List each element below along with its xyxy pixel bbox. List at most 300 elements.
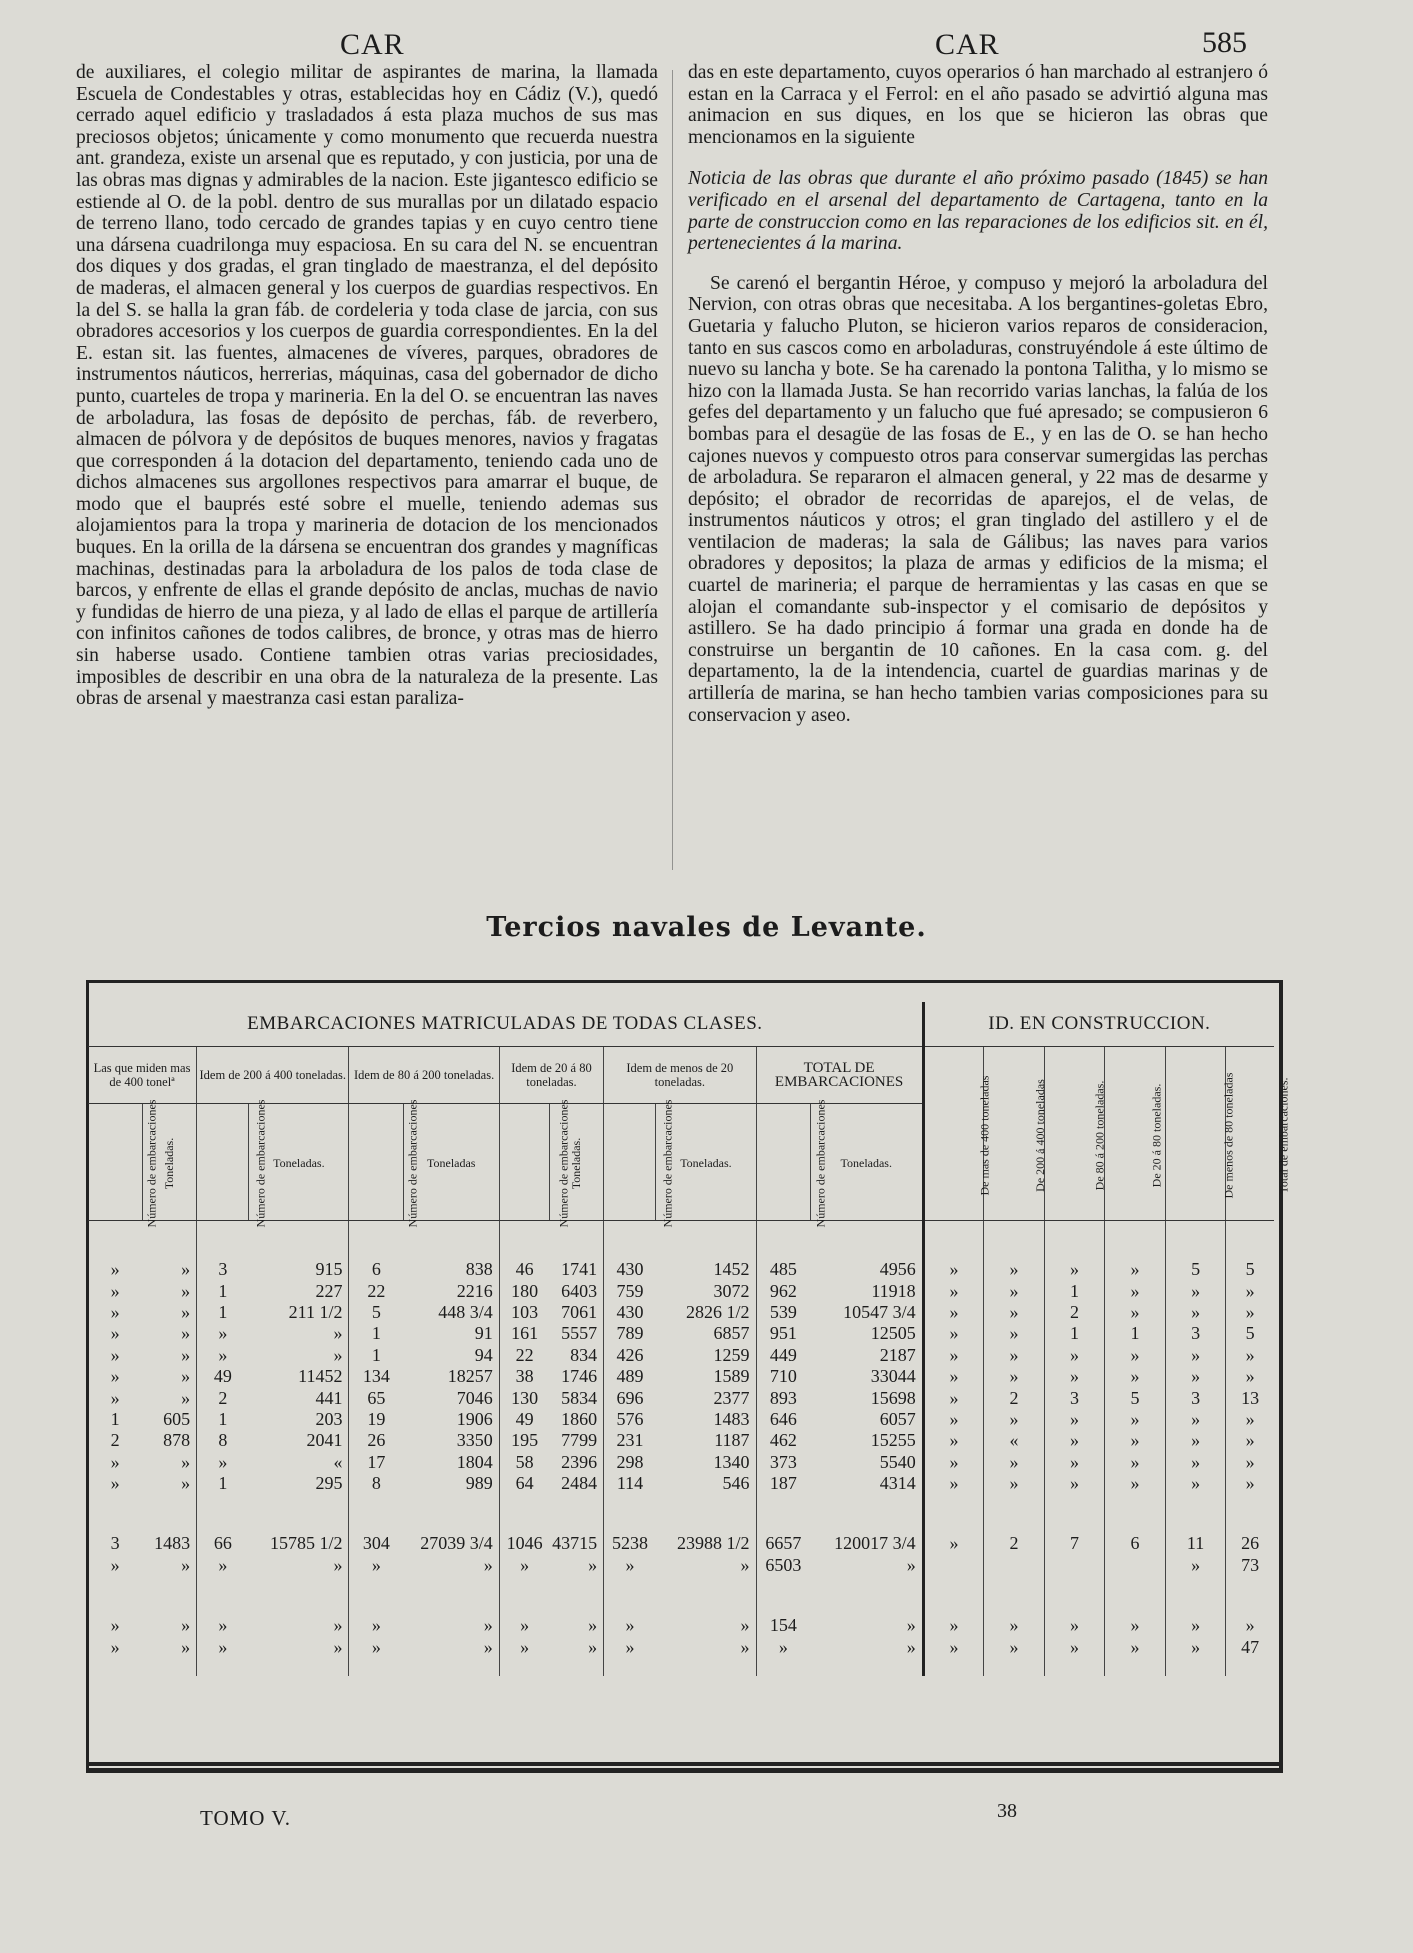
table-row	[88, 1554, 1274, 1576]
table-cell: «	[249, 1452, 349, 1473]
table-cell: »	[1105, 1430, 1166, 1451]
table-cell: »	[142, 1636, 196, 1658]
col-header-ton: Toneladas.	[656, 1104, 756, 1221]
table-cell: »	[249, 1636, 349, 1658]
table-cell: 449	[769, 1344, 797, 1365]
table-cell: »	[520, 1636, 530, 1657]
table-cell: 2187	[810, 1345, 923, 1366]
table-cell: 539	[769, 1301, 797, 1322]
signature-number: 38	[997, 1800, 1017, 1822]
table-cell: 2	[218, 1387, 228, 1408]
table-cell: »	[110, 1259, 120, 1280]
table-spacer-cell	[1165, 1658, 1226, 1676]
table-spacer-cell	[1226, 1658, 1274, 1676]
group-construction: ID. EN CONSTRUCCION.	[923, 1002, 1274, 1047]
table-cell: »	[110, 1387, 120, 1408]
table-cell: 203	[249, 1409, 349, 1430]
table-cell: »	[218, 1636, 228, 1657]
table-row	[88, 1323, 1274, 1344]
table-cell: 10547 3/4	[810, 1302, 923, 1323]
table-cell: »	[142, 1614, 196, 1636]
table-cell: »	[142, 1323, 196, 1344]
table-row	[88, 1345, 1274, 1366]
volume-label: TOMO V.	[200, 1806, 292, 1830]
table-spacer-cell	[197, 1658, 249, 1676]
table-spacer-cell	[984, 1658, 1045, 1676]
table-cell: »	[923, 1473, 984, 1494]
table-cell: »	[1245, 1473, 1255, 1494]
table-spacer-cell	[604, 1221, 656, 1260]
table-cell: 2	[110, 1430, 120, 1451]
table-cell: 5834	[549, 1387, 603, 1408]
table-spacer-cell	[499, 1576, 549, 1614]
table-cell: 5	[1165, 1259, 1226, 1280]
table-spacer-cell	[349, 1658, 403, 1676]
table-cell: »	[403, 1636, 499, 1658]
right-column	[688, 62, 1268, 726]
table-cell: 696	[616, 1387, 644, 1408]
table-cell: »	[923, 1636, 984, 1658]
table-cell: »	[142, 1259, 196, 1280]
table-cell: »	[549, 1614, 603, 1636]
table-cell: »	[1245, 1451, 1255, 1472]
table-cell: »	[923, 1452, 984, 1473]
table-cell: »	[110, 1280, 120, 1301]
table-spacer-cell	[549, 1576, 603, 1614]
table-cell: »	[218, 1554, 228, 1575]
table-cell: 22	[367, 1280, 386, 1301]
table-cell: »	[142, 1473, 196, 1494]
subgroup-over-400: Las que miden mas de 400 tonelª	[88, 1047, 197, 1104]
table-spacer-cell	[923, 1658, 984, 1676]
table-cell: 5540	[810, 1452, 923, 1473]
table-cell: 8	[218, 1430, 228, 1451]
table-cell: 49	[213, 1366, 232, 1387]
table-cell: 3350	[403, 1430, 499, 1451]
table-cell: »	[923, 1532, 984, 1554]
table-cell: 1259	[656, 1345, 756, 1366]
table-cell: 5	[1245, 1259, 1255, 1280]
col-header-num: Número de embarcaciones	[88, 1104, 142, 1221]
table-cell: »	[110, 1473, 120, 1494]
subgroup-20-80: Idem de 20 á 80 toneladas.	[499, 1047, 603, 1104]
table-spacer-cell	[810, 1494, 923, 1532]
table-spacer-cell	[923, 1494, 984, 1532]
table-cell: »	[1245, 1408, 1255, 1429]
table-cell: 1	[371, 1344, 381, 1365]
table-cell: 180	[511, 1280, 539, 1301]
table-spacer-cell	[1226, 1576, 1274, 1614]
table-cell: »	[778, 1636, 788, 1657]
table-row	[88, 1430, 1274, 1451]
table-cell: »	[218, 1451, 228, 1472]
table-cell: »	[218, 1614, 228, 1635]
table-cell: 646	[769, 1408, 797, 1429]
table-cell: »	[110, 1301, 120, 1322]
table-cell: 15255	[810, 1430, 923, 1451]
col-header-ton: Toneladas.	[142, 1104, 196, 1221]
table-cell: 1741	[549, 1259, 603, 1280]
table-cell: »	[984, 1323, 1045, 1344]
table-spacer-cell	[142, 1494, 196, 1532]
table-cell: 91	[403, 1323, 499, 1344]
table-cell: 114	[616, 1473, 644, 1494]
table-cell: »	[923, 1323, 984, 1344]
table-cell: »	[1245, 1366, 1255, 1387]
table-cell: »	[1044, 1366, 1105, 1387]
table-cell: 47	[1241, 1636, 1260, 1657]
column-divider	[672, 70, 673, 870]
table-cell: »	[923, 1259, 984, 1280]
table-cell: 1	[371, 1323, 381, 1344]
table-cell: 5	[1245, 1323, 1255, 1344]
table-cell: 2	[984, 1387, 1045, 1408]
table-cell: »	[656, 1636, 756, 1658]
table-cell: 4314	[810, 1473, 923, 1494]
table-cell: 38	[515, 1366, 534, 1387]
table-cell: 1	[218, 1301, 228, 1322]
right-column-intro: das en este departamento, cuyos operarios ó han marchado al estranjero ó estan en la Carraca y el Ferrol: en el año pasado se advirtió alguna mas animacion en sus diques, en los que se hicieron las obras que mencionamos en la siguiente	[688, 62, 1268, 148]
table-cell: »	[249, 1345, 349, 1366]
group-registered: EMBARCACIONES MATRICULADAS DE TODAS CLASES.	[88, 1002, 923, 1047]
table-cell: 710	[769, 1366, 797, 1387]
table-spacer-cell	[810, 1658, 923, 1676]
table-spacer-cell	[1165, 1494, 1226, 1532]
table-spacer-cell	[1105, 1658, 1166, 1676]
table-cell: 8	[371, 1473, 381, 1494]
table-cell: »	[110, 1366, 120, 1387]
table-spacer-row	[88, 1494, 1274, 1532]
works-body: Se carenó el bergantin Héroe, y compuso y mejoró la arboladura del Nervion, con otras obras que necesitaba. A los bergantines-goletas Ebro, Guetaria y falucho Pluton, se hicieron varios reparos de consideracion, tanto en sus cascos como en arboladuras, construyéndole á este último de nuevo su lancha y bote. Se ha carenado la pontona Talitha, y lo mismo se hizo con la llamada Justa. Se han recorrido varias lanchas, la falúa de los gefes del departamento y un falucho que fué apresado; se compusieron 6 bombas para el desagüe de las fosas de E., y en las de O. se han hecho cajones nuevos y compuesto otros para conservar sumergidas las perchas de arboladura. Se repararon el almacen general, y 22 mas de desarme y depósito; el obrador de recorridas de aparejos, el de velas, de instrumentos náuticos y otros; el gran tinglado del astillero y el de ventilacion de maderas; la sala de Gálibus; las naves para varios obradores y depositos; la plaza de armas y edificios de la misma; el cuartel de marineria; el parque de herramientas y las casas en que se alojan el comandante sub-inspector y el comisario de depósitos y astillero. Se ha dado principio á formar una grada en donde ha de construirse un bergantin de 10 cañones. En la casa com. g. del departamento, la de la intendencia, cuartel de guardias marinas y de artillería de marina, se han hecho tambien varias composiciones para su conservacion y aseo.	[688, 272, 1268, 726]
col-header-num: Número de embarcaciones	[604, 1104, 656, 1221]
table-cell: 3	[110, 1532, 120, 1553]
table-cell: »	[218, 1344, 228, 1365]
table-cell: »	[371, 1636, 381, 1657]
table-cell: »	[1105, 1409, 1166, 1430]
col-header-ton: Toneladas.	[810, 1104, 923, 1221]
table-cell: »	[923, 1430, 984, 1451]
table-cell: 3	[218, 1259, 228, 1280]
table-cell: »	[984, 1259, 1045, 1280]
table-cell: 11918	[810, 1280, 923, 1301]
table-cell	[923, 1554, 984, 1576]
table-cell: »	[1165, 1280, 1226, 1301]
table-spacer-cell	[88, 1221, 142, 1260]
works-notice: Noticia de las obras que durante el año próximo pasado (1845) se han verificado en el arsenal del departamento de Cartagena, tanto en la parte de construccion como en las reparaciones de los edificios sit. en él, pertenecientes á la marina.	[688, 168, 1268, 255]
table-cell: »	[371, 1554, 381, 1575]
table-cell: 834	[549, 1345, 603, 1366]
table-cell: »	[1044, 1473, 1105, 1494]
table-cell: »	[984, 1614, 1045, 1636]
table-cell: »	[110, 1323, 120, 1344]
table-spacer-cell	[984, 1494, 1045, 1532]
table-cell: 66	[213, 1532, 232, 1553]
table-spacer-cell	[604, 1658, 656, 1676]
col-header-ton: Toneladas	[403, 1104, 499, 1221]
table-cell: 951	[769, 1323, 797, 1344]
subgroup-under-20: Idem de menos de 20 toneladas.	[604, 1047, 756, 1104]
left-column	[76, 62, 658, 710]
table-cell: 430	[616, 1259, 644, 1280]
table-spacer-cell	[984, 1221, 1045, 1260]
table-cell: 161	[511, 1323, 539, 1344]
table-cell: 441	[249, 1387, 349, 1408]
table-cell: »	[984, 1473, 1045, 1494]
table-cell: »	[1105, 1366, 1166, 1387]
table-spacer-cell	[349, 1576, 403, 1614]
table-spacer-cell	[810, 1576, 923, 1614]
table-spacer-cell	[923, 1221, 984, 1260]
table-cell: »	[1105, 1280, 1166, 1301]
table-spacer-cell	[549, 1494, 603, 1532]
col-header-ton: Toneladas.	[549, 1104, 603, 1221]
table-spacer-cell	[756, 1658, 810, 1676]
table-spacer-cell	[499, 1658, 549, 1676]
table-cell: 5557	[549, 1323, 603, 1344]
col-header-num: Número de embarcaciones	[349, 1104, 403, 1221]
table-spacer-row	[88, 1658, 1274, 1676]
table-cell: »	[142, 1366, 196, 1387]
table-cell: 1452	[656, 1259, 756, 1280]
table-spacer-cell	[349, 1221, 403, 1260]
table-spacer-cell	[249, 1494, 349, 1532]
running-head-left: CAR	[340, 28, 405, 61]
table-cell: 22	[515, 1344, 534, 1365]
table-cell: 1	[218, 1280, 228, 1301]
constr-col-header: De 80 á 200 toneladas.	[1044, 1047, 1105, 1221]
table-cell: »	[249, 1323, 349, 1344]
table-spacer-cell	[249, 1658, 349, 1676]
table-spacer-cell	[656, 1494, 756, 1532]
table-cell: »	[1165, 1366, 1226, 1387]
table-cell	[984, 1554, 1045, 1576]
table-title: Tercios navales de Levante.	[486, 912, 927, 943]
table-spacer-cell	[1165, 1221, 1226, 1260]
table-spacer-cell	[1044, 1658, 1105, 1676]
table-cell: »	[403, 1614, 499, 1636]
table-cell: 17	[367, 1451, 386, 1472]
table-cell: 19	[367, 1408, 386, 1429]
table-cell: »	[249, 1554, 349, 1576]
table-cell: «	[984, 1430, 1045, 1451]
table-spacer-cell	[604, 1576, 656, 1614]
table-cell: 12505	[810, 1323, 923, 1344]
table-row	[88, 1366, 1274, 1387]
constr-col-header: De 200 á 400 toneladas	[984, 1047, 1045, 1221]
table-cell: »	[984, 1366, 1045, 1387]
table-cell: 7061	[549, 1302, 603, 1323]
table-cell: »	[923, 1614, 984, 1636]
table-spacer-cell	[1044, 1494, 1105, 1532]
table-cell: »	[1044, 1259, 1105, 1280]
table-row	[88, 1614, 1274, 1636]
table-cell: 1340	[656, 1452, 756, 1473]
table-cell: 1046	[506, 1532, 543, 1553]
table-cell: »	[1165, 1452, 1226, 1473]
table-cell: 430	[616, 1301, 644, 1322]
table-cell: »	[142, 1345, 196, 1366]
table-spacer-cell	[142, 1658, 196, 1676]
table-cell: 7	[1044, 1532, 1105, 1554]
table-cell: »	[549, 1554, 603, 1576]
col-header-num: Número de embarcaciones	[499, 1104, 549, 1221]
table-cell: »	[110, 1636, 120, 1657]
table-spacer-cell	[499, 1221, 549, 1260]
table-cell: 6	[1105, 1532, 1166, 1554]
table-cell: »	[984, 1345, 1045, 1366]
table-cell: 759	[616, 1280, 644, 1301]
table-cell: 65	[367, 1387, 386, 1408]
table-spacer-cell	[1044, 1576, 1105, 1614]
table-cell: »	[625, 1554, 635, 1575]
table-cell: »	[923, 1387, 984, 1408]
table-spacer-cell	[349, 1494, 403, 1532]
table-cell: 6857	[656, 1323, 756, 1344]
table-cell: »	[142, 1554, 196, 1576]
table-cell: 6503	[765, 1554, 802, 1575]
table-cell: 11452	[249, 1366, 349, 1387]
table-cell: 373	[769, 1451, 797, 1472]
table-spacer-cell	[1226, 1494, 1274, 1532]
table-cell: »	[142, 1302, 196, 1323]
table-cell: 134	[362, 1366, 390, 1387]
table-cell: 18257	[403, 1366, 499, 1387]
table-cell: 103	[511, 1301, 539, 1322]
table-cell: 2	[1044, 1302, 1105, 1323]
table-cell: 1483	[142, 1532, 196, 1554]
subgroup-80-200: Idem de 80 á 200 toneladas.	[349, 1047, 499, 1104]
table-row	[88, 1259, 1274, 1280]
table-cell: 3072	[656, 1280, 756, 1301]
table-cell: »	[984, 1280, 1045, 1301]
table-spacer-cell	[88, 1576, 142, 1614]
naval-tercios-table	[88, 1002, 1291, 1676]
table-cell: 15698	[810, 1387, 923, 1408]
table-cell: 58	[515, 1451, 534, 1472]
table-spacer-cell	[403, 1494, 499, 1532]
table-spacer-cell	[249, 1576, 349, 1614]
table-cell: 1483	[656, 1409, 756, 1430]
table-cell: »	[1165, 1302, 1226, 1323]
constr-col-header: De menos de 80 toneladas	[1165, 1047, 1226, 1221]
table-cell: »	[110, 1554, 120, 1575]
table-cell: 6057	[810, 1409, 923, 1430]
table-cell: »	[984, 1452, 1045, 1473]
table-cell: »	[1165, 1473, 1226, 1494]
table-cell: »	[984, 1409, 1045, 1430]
table-cell: »	[656, 1614, 756, 1636]
table-cell: »	[1105, 1302, 1166, 1323]
table-cell: »	[1044, 1636, 1105, 1658]
table-cell: 6	[371, 1259, 381, 1280]
table-cell: 2041	[249, 1430, 349, 1451]
table-cell: »	[1105, 1345, 1166, 1366]
table-cell: 211 1/2	[249, 1302, 349, 1323]
table-spacer-cell	[656, 1658, 756, 1676]
table-cell: 13	[1241, 1387, 1260, 1408]
table-cell: 130	[511, 1387, 539, 1408]
table-spacer-cell	[756, 1494, 810, 1532]
table-cell: 1	[1044, 1323, 1105, 1344]
constr-col-header: Total de embarcaciones.	[1226, 1047, 1274, 1221]
table-cell: 23988 1/2	[656, 1532, 756, 1554]
table-cell: »	[1245, 1614, 1255, 1635]
table-cell: 295	[249, 1473, 349, 1494]
table-cell: »	[1044, 1452, 1105, 1473]
running-head-right: CAR	[935, 28, 1000, 61]
table-cell: 1187	[656, 1430, 756, 1451]
table-cell: 2216	[403, 1280, 499, 1301]
table-spacer-cell	[604, 1494, 656, 1532]
table-row	[88, 1280, 1274, 1301]
table-spacer-cell	[197, 1576, 249, 1614]
table-cell: 26	[1241, 1532, 1260, 1553]
table-cell: »	[1105, 1614, 1166, 1636]
table-spacer-cell	[756, 1221, 810, 1260]
table-cell: »	[1044, 1409, 1105, 1430]
table-cell: 462	[769, 1430, 797, 1451]
table-cell: »	[810, 1636, 923, 1658]
table-row	[88, 1636, 1274, 1658]
table-cell: »	[1165, 1636, 1226, 1658]
table-spacer-cell	[1105, 1221, 1166, 1260]
table-cell: »	[1165, 1430, 1226, 1451]
table-spacer-cell	[656, 1576, 756, 1614]
table-cell: 1589	[656, 1366, 756, 1387]
table-cell: 2826 1/2	[656, 1302, 756, 1323]
table-cell: 1804	[403, 1452, 499, 1473]
table-cell: 43715	[549, 1532, 603, 1554]
table-cell: 1	[1105, 1323, 1166, 1344]
table-spacer-cell	[197, 1494, 249, 1532]
table-cell: 7799	[549, 1430, 603, 1451]
col-header-num: Número de embarcaciones	[756, 1104, 810, 1221]
table-cell: »	[1044, 1614, 1105, 1636]
table-cell: »	[1105, 1452, 1166, 1473]
table-spacer-cell	[403, 1658, 499, 1676]
table-spacer-cell	[1226, 1221, 1274, 1260]
table-cell: 5238	[611, 1532, 648, 1553]
table-cell	[1044, 1554, 1105, 1576]
table-cell: 26	[367, 1430, 386, 1451]
table-cell: 1746	[549, 1366, 603, 1387]
table-cell: 3	[1165, 1387, 1226, 1408]
table-cell: »	[1105, 1636, 1166, 1658]
table-cell: 227	[249, 1280, 349, 1301]
table-cell: 304	[362, 1532, 390, 1553]
table-cell: »	[984, 1636, 1045, 1658]
constr-col-header: De 20 á 80 toneladas.	[1105, 1047, 1166, 1221]
table-cell: 1906	[403, 1409, 499, 1430]
table-cell: 576	[616, 1408, 644, 1429]
table-cell: »	[1105, 1473, 1166, 1494]
table-cell	[1105, 1554, 1166, 1576]
table-cell: »	[371, 1614, 381, 1635]
table-cell: »	[625, 1636, 635, 1657]
table-spacer-cell	[88, 1658, 142, 1676]
table-cell: »	[923, 1366, 984, 1387]
table-spacer-cell	[499, 1494, 549, 1532]
table-cell: »	[520, 1614, 530, 1635]
table-cell: »	[1165, 1614, 1226, 1636]
table-cell: 46	[515, 1259, 534, 1280]
table-cell: 33044	[810, 1366, 923, 1387]
table-spacer-cell	[1105, 1576, 1166, 1614]
table-cell: 231	[616, 1430, 644, 1451]
table-row	[88, 1387, 1274, 1408]
col-header-num: Número de embarcaciones	[197, 1104, 249, 1221]
table-cell: 838	[403, 1259, 499, 1280]
